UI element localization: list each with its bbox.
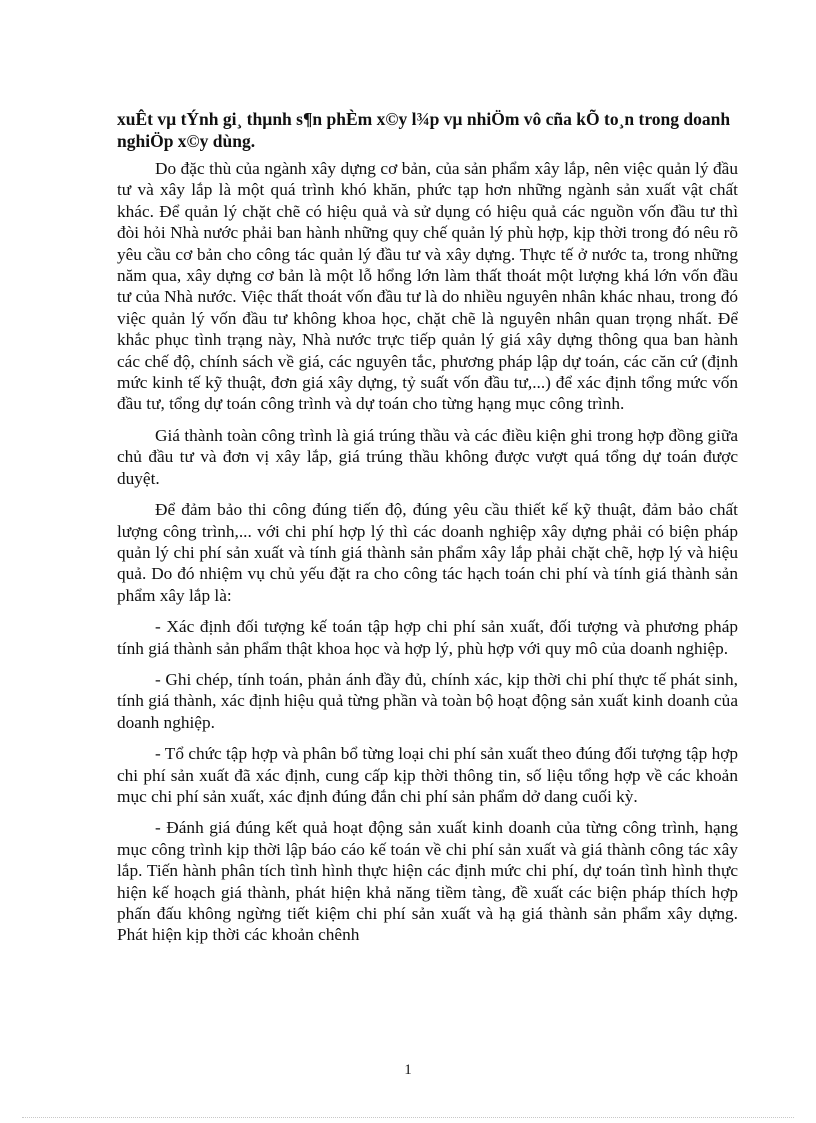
- page-bottom-divider: [22, 1117, 794, 1118]
- task-item-allocate-costs: - Tổ chức tập hợp và phân bổ từng loại chi phí sản xuất theo đúng đối tượng tập hợp chi phí sản xuất đã xác định, cung cấp kịp thời thông tin, số liệu tổng hợp về các khoản mục chi phí sản xuất, xác định đúng đắn chi phí sản phẩm dở dang cuối kỳ.: [117, 744, 738, 806]
- task-item-evaluate-results: - Đánh giá đúng kết quả hoạt động sản xuất kinh doanh của từng công trình, hạng mục công trình kịp thời lập báo cáo kế toán về chi phí sản xuất và giá thành công tác xây lắp. Tiến hành phân tích tình hình thực hiện các định mức chi phí, dự toán tình hình thực hiện kế hoạch giá thành, phát hiện khả năng tiềm tàng, đề xuất các biện pháp thích hợp phấn đấu không ngừng tiết kiệm chi phí sản xuất và hạ giá thành sản phẩm xây dựng. Phát hiện kịp thời các khoản chênh: [117, 818, 738, 945]
- task-item-record-costs: - Ghi chép, tính toán, phản ánh đầy đủ, chính xác, kịp thời chi phí thực tế phát sinh, tính giá thành, xác định hiệu quả từng phần và toàn bộ hoạt động sản xuất kinh doanh của doanh nghiệp.: [117, 669, 738, 732]
- page-number: 1: [404, 1062, 412, 1078]
- paragraph-contract-price: Giá thành toàn công trình là giá trúng thầu và các điều kiện ghi trong hợp đồng giữa chủ đầu tư và đơn vị xây lắp, giá trúng thầu không được vượt quá tổng dự toán được duyệt.: [117, 425, 738, 488]
- paragraph-tasks-intro: Để đảm bảo thi công đúng tiến độ, đúng yêu cầu thiết kế kỹ thuật, đảm bảo chất lượng công trình,... với chi phí hợp lý thì các doanh nghiệp xây dựng phải có biện pháp quản lý chi phí sản xuất và tính giá thành sản phẩm xây lắp phải chặt chẽ, hợp lý và hiệu quả. Do đó nhiệm vụ chủ yếu đặt ra cho công tác hạch toán chi phí và tính giá thành sản phẩm xây lắp là:: [117, 500, 738, 605]
- paragraph-overview: Do đặc thù của ngành xây dựng cơ bản, của sản phẩm xây lắp, nên việc quản lý đầu tư và xây lắp là một quá trình khó khăn, phức tạp hơn những ngành sản xuất vật chất khác. Để quản lý chặt chẽ có hiệu quả và sử dụng có hiệu quả các nguồn vốn đầu tư thì đòi hỏi Nhà nước phải ban hành những quy chế quản lý phù hợp, kịp thời trong đó nêu rõ yêu cầu cơ bản cho công tác quản lý đầu tư và xây dựng. Thực tế ở nước ta, trong những năm qua, xây dựng cơ bản là một lỗ hổng lớn làm thất thoát một lượng khá lớn vốn đầu tư của Nhà nước. Việc thất thoát vốn đầu tư là do nhiều nguyên nhân khác nhau, trong đó việc quản lý vốn đầu tư không khoa học, chặt chẽ là nguyên nhân quan trọng nhất. Để khắc phục tình trạng này, Nhà nước trực tiếp quản lý giá xây dựng thông qua ban hành các chế độ, chính sách về giá, các nguyên tắc, phương pháp lập dự toán, các căn cứ (định mức kinh tế kỹ thuật, đơn giá xây dựng, tỷ suất vốn đầu tư,...) để xác định tổng mức vốn đầu tư, tổng dự toán công trình và dự toán cho từng hạng mục công trình.: [117, 159, 738, 414]
- task-item-identify-objects: - Xác định đối tượng kế toán tập hợp chi phí sản xuất, đối tượng và phương pháp tính giá thành sản phẩm thật khoa học và hợp lý, phù hợp với quy mô của doanh nghiệp.: [117, 617, 738, 658]
- document-page: [117, 108, 738, 956]
- section-heading: xuÊt vµ tÝnh gi¸ thµnh s¶n phÈm x©y l¾p vµ nhiÖm vô cña kÕ to¸n trong doanh nghiÖp x©y dùng.: [117, 109, 731, 151]
